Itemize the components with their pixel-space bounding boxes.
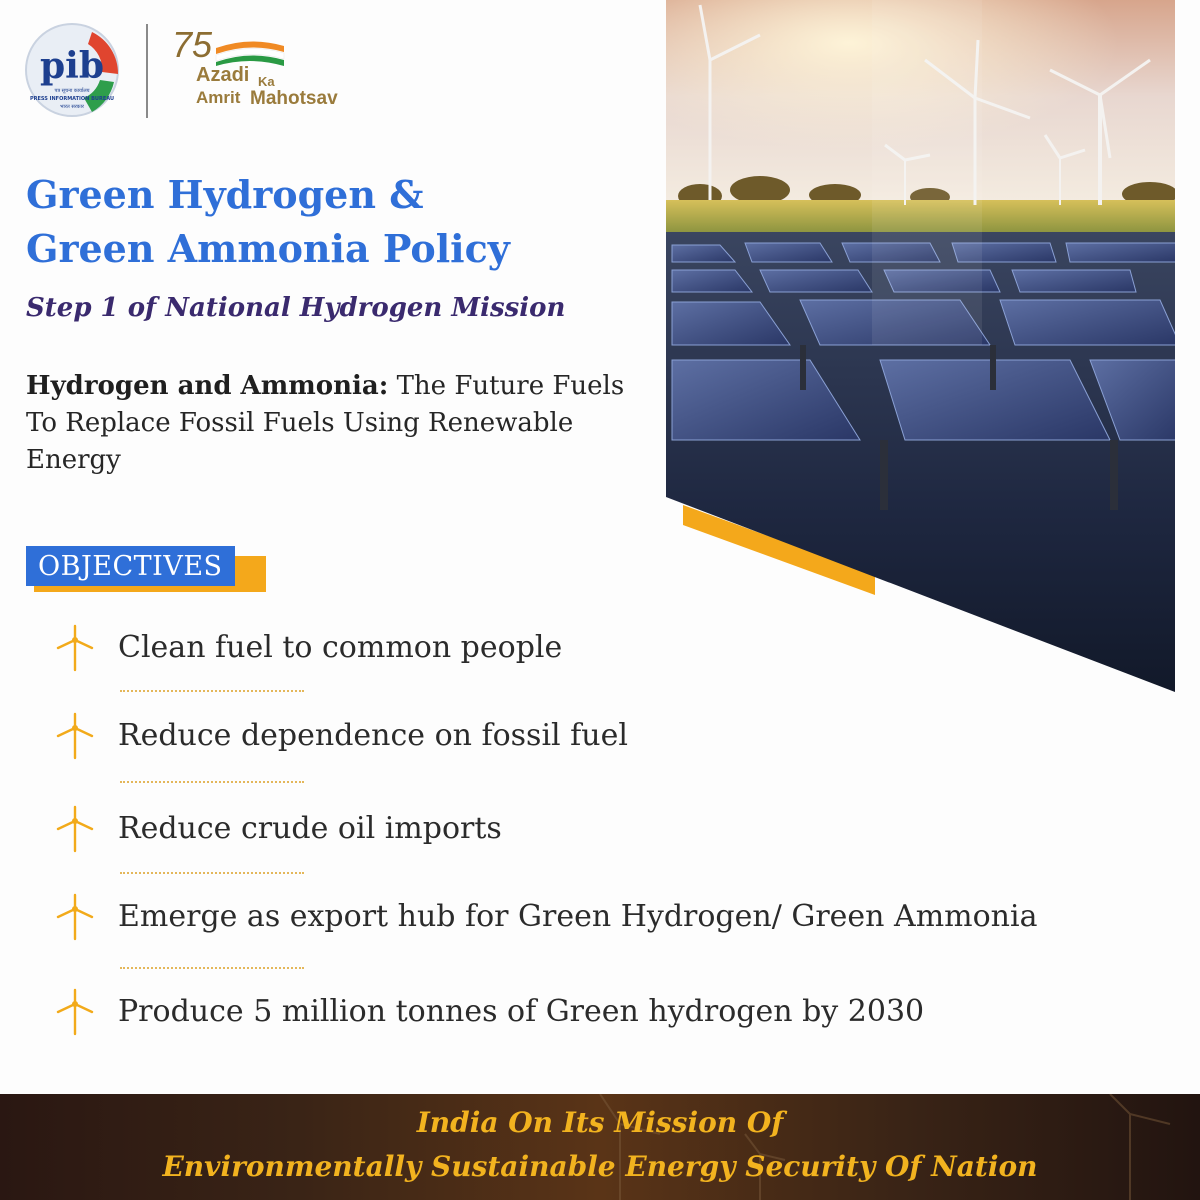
wind-turbine-icon bbox=[54, 624, 96, 672]
wind-turbine-icon bbox=[54, 988, 96, 1036]
wind-turbine-icon bbox=[54, 805, 96, 853]
aka-azadi: Azadi bbox=[196, 64, 250, 86]
page-title bbox=[26, 168, 510, 276]
footer-line-1: India On Its Mission Of bbox=[416, 1106, 784, 1139]
intro-bold-lead: Hydrogen and Ammonia: bbox=[26, 371, 389, 401]
page-subtitle: Step 1 of National Hydrogen Mission bbox=[26, 293, 566, 323]
objective-divider bbox=[120, 967, 304, 969]
aka-mahotsav: Mahotsav bbox=[250, 88, 338, 109]
objectives-badge bbox=[26, 546, 266, 592]
aka-amrit: Amrit bbox=[196, 88, 241, 107]
footer-line-2: Environmentally Sustainable Energy Security Of Nation bbox=[162, 1150, 1038, 1183]
objective-divider bbox=[120, 690, 304, 692]
pib-logo-hindi: पत्र सूचना कार्यालय bbox=[54, 88, 90, 94]
objective-text: Reduce crude oil imports bbox=[118, 811, 502, 846]
page-title-line-1: Green Hydrogen & bbox=[26, 172, 424, 217]
intro-rest: The Future Fuels To Replace Fossil Fuels Using Renewable Energy bbox=[26, 371, 625, 475]
page-title-line-2: Green Ammonia Policy bbox=[26, 226, 510, 271]
objectives-heading: OBJECTIVES bbox=[26, 546, 235, 586]
objective-item bbox=[52, 620, 1152, 680]
intro-paragraph bbox=[26, 368, 646, 479]
pib-logo-govt: भारत सरकार bbox=[60, 104, 84, 110]
footer-banner bbox=[0, 1094, 1200, 1200]
objective-divider bbox=[120, 781, 304, 783]
tricolour-flag-icon bbox=[214, 38, 286, 66]
aka-ka: Ka bbox=[258, 74, 275, 89]
logo-divider bbox=[146, 24, 148, 118]
objective-item bbox=[52, 708, 1152, 768]
wind-turbine-icon bbox=[54, 893, 96, 941]
objective-text: Produce 5 million tonnes of Green hydrogen by 2030 bbox=[118, 994, 925, 1029]
objective-divider bbox=[120, 872, 304, 874]
pib-logo bbox=[22, 22, 122, 120]
objective-item bbox=[52, 889, 1152, 949]
header-logos bbox=[22, 22, 338, 122]
pib-logo-english: PRESS INFORMATION BUREAU bbox=[29, 96, 115, 102]
azadi-ka-amrit-mahotsav-logo bbox=[162, 24, 338, 119]
aka-75: 75 bbox=[172, 24, 213, 65]
pib-logo-text: pib bbox=[39, 45, 105, 87]
objective-text: Clean fuel to common people bbox=[118, 630, 563, 665]
wind-turbine-icon bbox=[54, 712, 96, 760]
objective-item bbox=[52, 984, 1152, 1044]
objective-text: Reduce dependence on fossil fuel bbox=[118, 718, 628, 753]
objective-text: Emerge as export hub for Green Hydrogen/ Green Ammonia bbox=[118, 899, 1038, 934]
objective-item bbox=[52, 801, 1152, 861]
